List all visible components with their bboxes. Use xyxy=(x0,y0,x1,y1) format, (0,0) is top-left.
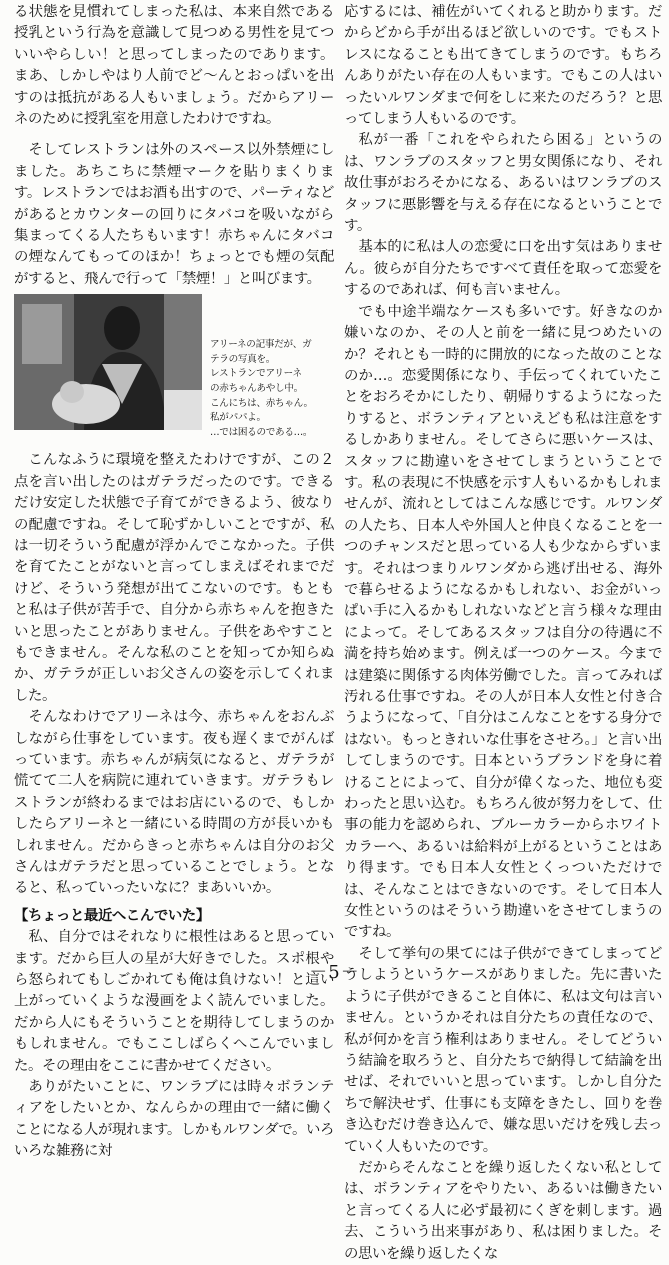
paragraph: こんなふうに環境を整えたわけですが、この２点を言い出したのはガテラだったのです。できるだけ安定した状態で子育てができるよう、彼なりの配慮ですね。そして恥ずかしいことですが、私は一切そういう配慮が浮かんでこなかった。子供を育てたことがないと言ってしまえばそれまでだけど、そういう発想が出てこないのです。もともと私は子供が苦手で、自分から赤ちゃんを抱きたいと思ったことがありません。子供をあやすこともできません。そんな私のことを知ってか知らぬか、ガテラが正しいお父さんの姿を示してくれました。 xyxy=(14,452,334,704)
photo-caption: アリーネの記事だが、ガ テラの写真を。 レストランでアリーネ の赤ちゃんあやし中。 こんにちは、赤ちゃん。 私がパパよ。 …では困るのである…。 xyxy=(210,339,313,438)
photo-figure xyxy=(14,294,334,438)
paragraph: だからそんなことを繰り返したくない私としては、ボランティアをやりたい、あるいは働きたいと言ってくる人に必ず最初にくぎを刺します。過去、こういう出来事があり、私は困りました。その思いを繰り返したくな xyxy=(344,1159,662,1262)
right-column xyxy=(344,2,662,1265)
paragraph: 私が一番「これをやられたら困る」というのは、ワンラブのスタッフと男女関係になり、それ故仕事がおろそかになる、あるいはワンラブのスタッフに悪影響を与える存在になるということです。 xyxy=(344,132,662,235)
paragraph: そんなわけでアリーネは今、赤ちゃんをおんぶしながら仕事をしています。夜も遅くまでがんばっています。赤ちゃんが病気になると、ガテラが慌てて二人を病院に連れていきます。ガテラもレストランが終わるまではお店にいるので、もしかしたらアリーネと一緒にいる時間の方が長いかもしれません。だからきっと赤ちゃんは自分のお父さんはガテラだと思っていることでしょう。となると、私っていったいなに？まあいいか。 xyxy=(14,709,334,897)
paragraph: 基本的に私は人の恋愛に口を出す気はありません。彼らが自分たちですべて責任を取って恋愛をするのであれば、何も言いません。 xyxy=(344,239,662,299)
paragraph: そしてレストランは外のスペース以外禁煙にしました。あちこちに禁煙マークを貼りまくります。レストランではお酒も出すので、パーティなどがあるとカウンターの回りにタバコを吸いながら集まってくる人たちもいます！赤ちゃんにタバコの煙なんてもってのほか！ちょっとでも煙の気配がすると、飛んで行って「禁煙！」と叫びます。 xyxy=(14,142,334,287)
paragraph: ありがたいことに、ワンラブには時々ボランティアをしたいとか、なんらかの理由で一緒に働くことになる人が現れます。しかもルワンダで。いろいろな雑務に対 xyxy=(14,1079,334,1160)
page-number: －5－ xyxy=(309,962,360,983)
photo-illustration xyxy=(14,294,202,430)
section-heading: 【ちょっと最近へこんでいた】 xyxy=(14,907,210,924)
restaurant-photo xyxy=(14,294,202,430)
paragraph: 私、自分ではそれなりに根性はあると思っています。だから巨人の星が大好きでした。スポ根やら怒られてもしごかれても俺は負けない！と這い上がっていくような漫画をよく読んでいました。だから人にもそういうことを期待してしまうのかもしれません。でもここしばらくへこんでいました。その理由をここに書かせてください。 xyxy=(14,929,334,1074)
paragraph: る状態を見慣れてしまった私は、本来自然である授乳という行為を意識して見つめる男性を見てついいやらしい！と思ってしまったのであります。まあ、しかしやはり人前でど～んとおっぱいを出すのは抵抗がある人もいましょう。だからアリーネのために授乳室を用意したわけですね。 xyxy=(14,4,334,128)
left-column xyxy=(14,2,334,1163)
paragraph: そして挙句の果てには子供ができてしまってどうしようというケースがありました。先に書いたように子供ができること自体に、私は文句は言いません。というかそれは自分たちの責任なので、私が何かを言う権利はありません。そしてどういう結論を取ろうと、自分たちで納得して結論を出せば、それでいいと思っています。しかし自分たちで解決せず、仕事にも支障をきたし、回りを巻き込むだけ巻き込んで、嫌な思いだけを残し去っていく人もいたのです。 xyxy=(344,945,662,1155)
paragraph: でも中途半端なケースも多いです。好きなのか嫌いなのか、その人と前を一緒に見つめたいのか？それとも一時的に開放的になった故のことなのか…。恋愛関係になり、手伝ってくれていたことをおろそかにしたり、朝帰りするようになったりすると、ボランティアといえども私は注意をするしかありません。そしてさらに悪いケースは、スタッフに勘違いをさせてしまうということです。私の表現に不快感を示す人もいるかもしれませんが、流れとしてはこんな感じです。ルワンダの人たち、日本人や外国人と仲良くなることを一つのチャンスだと思っている人も少なからずいます。それはつまりルワンダから逃げ出せる、海外で暮らせるようになるかもしれない、お金がいっぱい手に入るかもしれないなどと言う様々な理由によって。そしてあるスタッフは自分の待遇に不満を持ち始めます。例えば一つのケース。今までは建築に関係する肉体労働でした。言ってみれば汚れる仕事ですね。その人が日本人女性と付き合うようになって、「自分はこんなことをする身分ではない。もっときれいな仕事をさせろ。」と言い出してしまうのです。日本というブランドを身に着けることによって、自分が偉くなった、地位も変わったと思い込む。もちろん彼が努力をして、仕事の能力を認められ、ブルーカラーからホワイトカラーへ、あるいは給料が上がるということはあり得ます。でも日本人女性とくっついただけでは、そんなことはできないのです。そして日本人女性というのはそういう勘違いをさせてしまうのですね。 xyxy=(344,303,662,941)
paragraph: 応するには、補佐がいてくれると助かります。だからどから手が出るほど欲しいのです。でもストレスになることも出てきてしまうのです。もちろんありがたい存在の人もいます。でもこの人はいったいルワンダまで何をしに来たのだろう？と思ってしまう人もいるのです。 xyxy=(344,4,662,128)
